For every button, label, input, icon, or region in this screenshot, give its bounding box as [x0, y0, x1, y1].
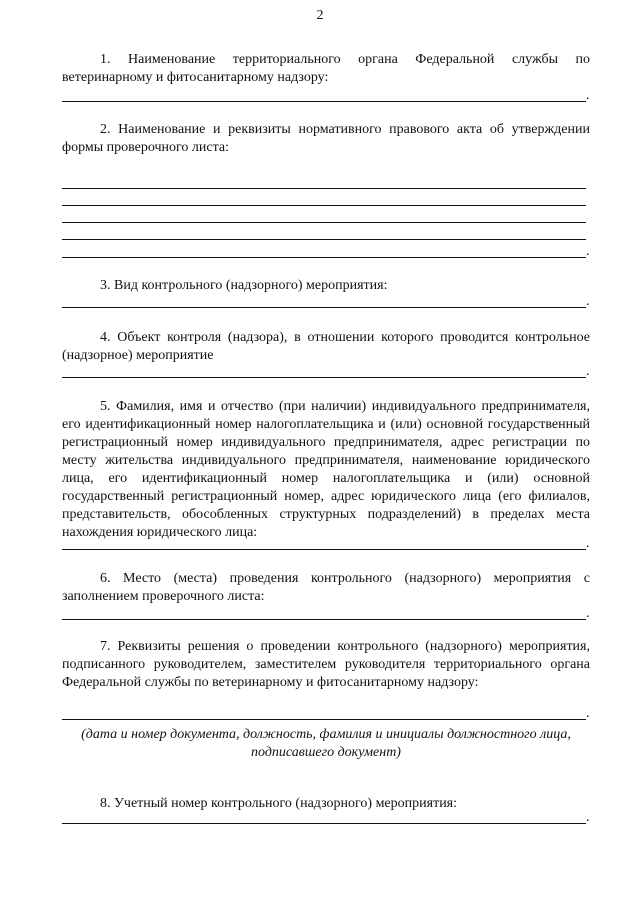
line-end-dot: . — [586, 606, 590, 621]
line-end-dot: . — [586, 294, 590, 309]
section-1-text: 1. Наименование территориального органа Федеральной службы по ветеринарному и фитосанитарному надзору: — [62, 52, 590, 85]
section-3-text: 3. Вид контрольного (надзорного) мероприятия: — [100, 278, 388, 293]
line-end-dot: . — [586, 706, 590, 721]
section-2-text: 2. Наименование и реквизиты нормативного правового акта об утверждении формы проверочного листа: — [62, 122, 590, 155]
line-end-dot: . — [586, 88, 590, 103]
fill-line-7 — [62, 719, 586, 720]
section-8-text: 8. Учетный номер контрольного (надзорного) мероприятия: — [100, 796, 458, 811]
line-end-dot: . — [586, 810, 590, 825]
line-end-dot: . — [586, 536, 590, 551]
line-end-dot: . — [586, 364, 590, 379]
fill-line-2d — [62, 239, 586, 240]
fill-line-6 — [62, 619, 586, 620]
fill-line-2b — [62, 205, 586, 206]
fill-line-5 — [62, 549, 586, 550]
document-caption-note: (дата и номер документа, должность, фамилия и инициалы должностного лица, подписавшего документ) — [81, 727, 571, 760]
section-4-text: 4. Объект контроля (надзора), в отношении которого проводится контрольное (надзорное) мероприятие — [62, 330, 590, 363]
fill-line-2c — [62, 222, 586, 223]
page-number: 2 — [316, 8, 324, 23]
section-6-text: 6. Место (места) проведения контрольного (надзорного) мероприятия с заполнением проверочного листа: — [62, 571, 590, 604]
fill-line-2e — [62, 257, 586, 258]
fill-line-8 — [62, 823, 586, 824]
fill-line-2a — [62, 188, 586, 189]
fill-line-4 — [62, 377, 586, 378]
fill-line-3 — [62, 307, 586, 308]
line-end-dot: . — [586, 244, 590, 259]
section-5-text: 5. Фамилия, имя и отчество (при наличии) индивидуального предпринимателя, его идентификационный номер налогоплательщика и (или) основной государственный регистрационный номер индивидуального предпринимателя, адрес регистрации по месту жительства индивидуального предпринимателя, наименование юридического лица, его идентификационный номер налогоплательщика и (или) основной государственный регистрационный номер, адрес юридического лица (его филиалов, представительств, обособленных структурных подразделений) в пределах места нахождения юридического лица: — [62, 399, 590, 540]
section-7-text: 7. Реквизиты решения о проведении контрольного (надзорного) мероприятия, подписанного руководителем, заместителем руководителя территориального органа Федеральной службы по ветеринарному и фитосанитарному надзору: — [62, 639, 590, 690]
fill-line-1 — [62, 101, 586, 102]
